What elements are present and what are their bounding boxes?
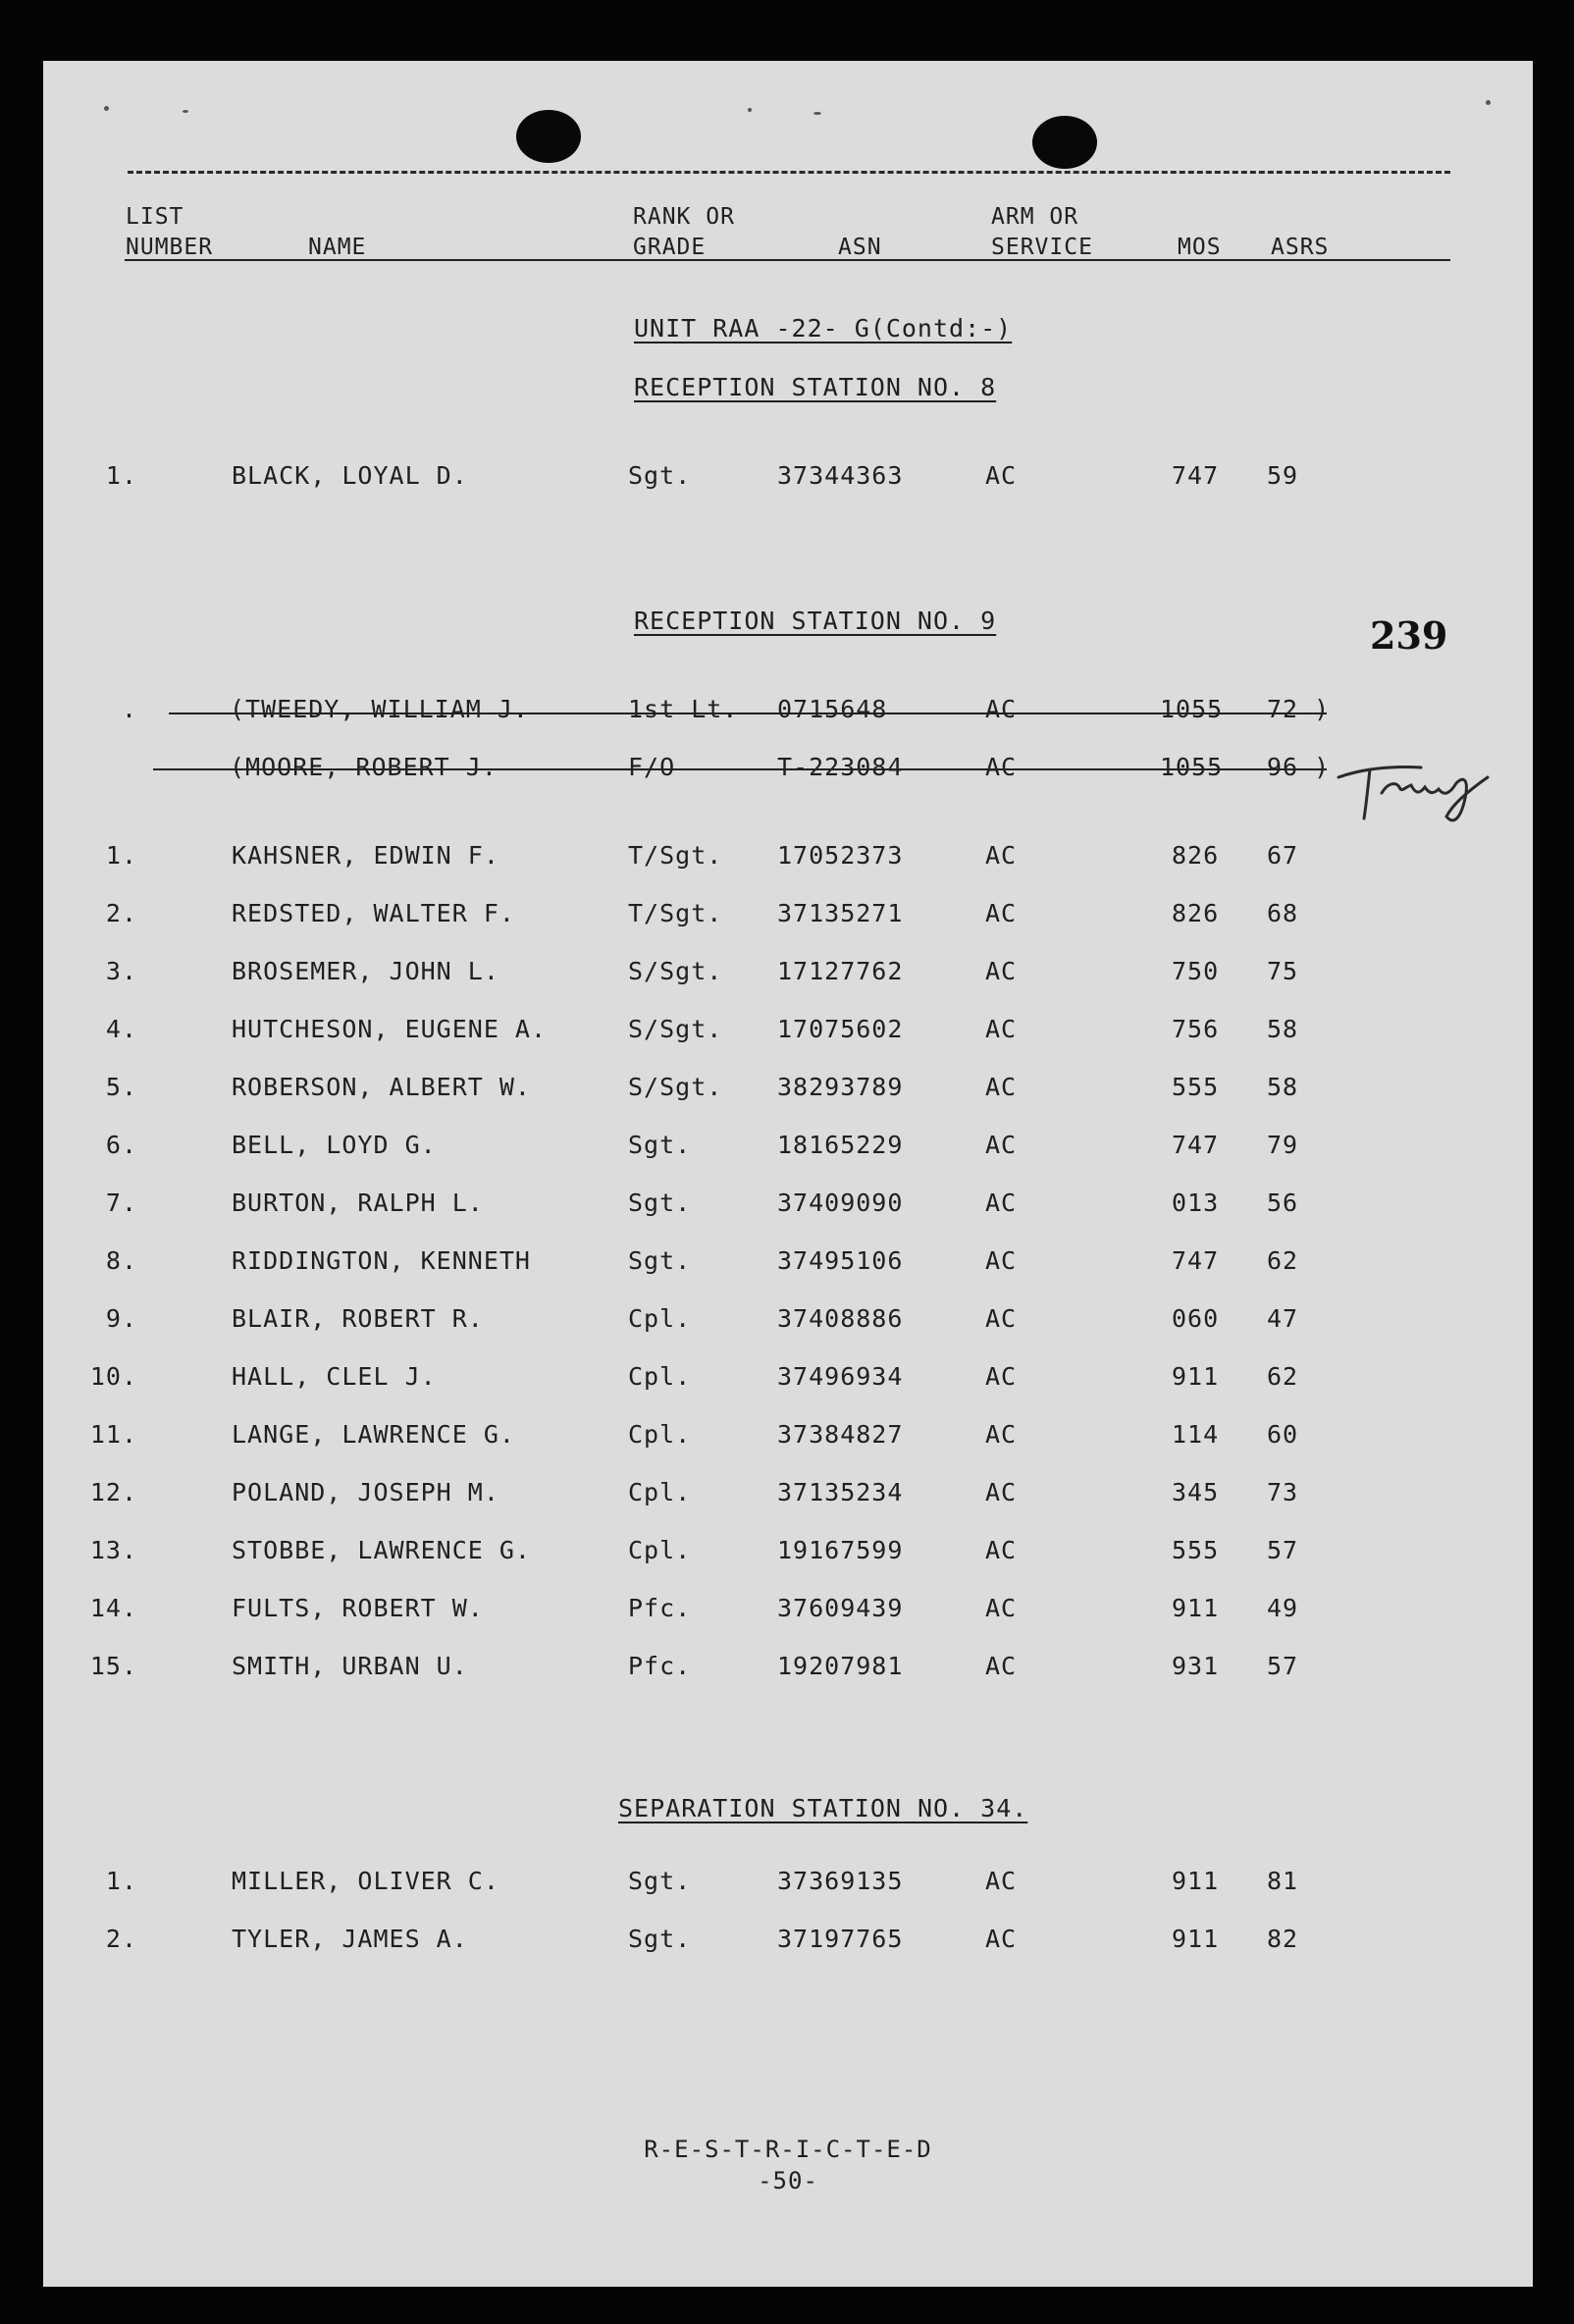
asrs: 81 [1267,1867,1299,1895]
mos: 555 [1172,1073,1220,1101]
rank: Pfc. [628,1652,692,1680]
asrs: 67 [1267,841,1299,870]
mos: 555 [1172,1536,1220,1564]
list-number: 2. [105,899,137,927]
asn: 37495106 [777,1246,904,1275]
strikethrough-line [169,713,1327,714]
list-number: 14. [89,1594,137,1622]
arm-service: AC [985,1304,1018,1333]
arm-service: AC [985,1246,1018,1275]
name: KAHSNER, EDWIN F. [232,841,499,870]
list-number: 1. [105,461,137,490]
header-asrs: ASRS [1271,235,1330,260]
asn: 37384827 [777,1420,904,1449]
table-row [43,461,1533,491]
rank: Sgt. [628,1246,692,1275]
rank: Pfc. [628,1594,692,1622]
name: HUTCHESON, EUGENE A. [232,1015,548,1043]
arm-service: AC [985,1594,1018,1622]
table-row [43,1015,1533,1044]
asn: 37344363 [777,461,904,490]
asn: 0715648 [777,695,888,723]
name: SMITH, URBAN U. [232,1652,468,1680]
name: POLAND, JOSEPH M. [232,1478,499,1506]
name: FULTS, ROBERT W. [232,1594,484,1622]
speck [183,110,188,113]
asn: 18165229 [777,1131,904,1159]
speck [813,112,821,115]
rank: 1st Lt. [628,695,739,723]
mos: 1055 [1160,753,1224,781]
table-row [43,1188,1533,1218]
footer [43,2136,1533,2194]
asn: 37369135 [777,1867,904,1895]
name: BLACK, LOYAL D. [232,461,468,490]
asn: 17052373 [777,841,904,870]
list-number: 10. [89,1362,137,1391]
rank: Cpl. [628,1362,692,1391]
name: (TWEEDY, WILLIAM J. [230,695,529,723]
table-row [43,1594,1533,1623]
asn: 37197765 [777,1925,904,1953]
page-number: -50- [758,2167,818,2194]
table-row [43,899,1533,928]
mos: 747 [1172,461,1220,490]
mos: 756 [1172,1015,1220,1043]
speck [1486,100,1491,105]
arm-service: AC [985,753,1018,781]
header-arm-service: ARM OR SERVICE [991,204,1093,260]
asrs: 56 [1267,1188,1299,1217]
rank: F/O [628,753,676,781]
name: BROSEMER, JOHN L. [232,957,499,985]
table-row [43,1246,1533,1276]
rank: T/Sgt. [628,899,723,927]
name: BELL, LOYD G. [232,1131,437,1159]
name: LANGE, LAWRENCE G. [232,1420,515,1449]
page-stamp-number: 239 [1370,613,1448,658]
list-number: 7. [105,1188,137,1217]
table-row [43,1652,1533,1681]
asrs: 57 [1267,1652,1299,1680]
mos: 826 [1172,841,1220,870]
name: MILLER, OLIVER C. [232,1867,499,1895]
rank: Cpl. [628,1420,692,1449]
list-number: 1. [105,1867,137,1895]
arm-service: AC [985,1131,1018,1159]
mos: 911 [1172,1594,1220,1622]
asrs: 68 [1267,899,1299,927]
asrs: 75 [1267,957,1299,985]
name: RIDDINGTON, KENNETH [232,1246,531,1275]
mos: 1055 [1160,695,1224,723]
asrs: 49 [1267,1594,1299,1622]
name: BLAIR, ROBERT R. [232,1304,484,1333]
rank: Cpl. [628,1478,692,1506]
asn: 37409090 [777,1188,904,1217]
name: TYLER, JAMES A. [232,1925,468,1953]
asn: 37135271 [777,899,904,927]
rank: Sgt. [628,1925,692,1953]
arm-service: AC [985,1073,1018,1101]
table-row [43,1362,1533,1392]
asrs: 62 [1267,1246,1299,1275]
unit-title: UNIT RAA -22- G(Contd:-) [634,314,1013,343]
list-number: 6. [105,1131,137,1159]
asn: 17127762 [777,957,904,985]
header-list-number: LIST NUMBER [126,204,214,260]
mos: 931 [1172,1652,1220,1680]
mos: 750 [1172,957,1220,985]
header-name: NAME [308,235,367,260]
list-number: 11. [89,1420,137,1449]
table-row [43,957,1533,986]
arm-service: AC [985,1362,1018,1391]
speck [748,108,752,112]
list-number: 4. [105,1015,137,1043]
table-row [43,841,1533,871]
mos: 747 [1172,1131,1220,1159]
asn: T-223084 [777,753,904,781]
arm-service: AC [985,1188,1018,1217]
rank: Sgt. [628,1131,692,1159]
table-row [43,1925,1533,1954]
list-number: 2. [105,1925,137,1953]
list-number: 12. [89,1478,137,1506]
restricted-label: R-E-S-T-R-I-C-T-E-D [644,2136,932,2163]
header-rank-grade: RANK OR GRADE [633,204,735,260]
list-number: 13. [89,1536,137,1564]
asrs: 60 [1267,1420,1299,1449]
arm-service: AC [985,1652,1018,1680]
asrs: 58 [1267,1073,1299,1101]
asrs: 79 [1267,1131,1299,1159]
header-mos: MOS [1178,235,1222,260]
arm-service: AC [985,957,1018,985]
section-title-separation-34: SEPARATION STATION NO. 34. [618,1794,1028,1822]
asrs: 62 [1267,1362,1299,1391]
list-number: 8. [105,1246,137,1275]
mos: 826 [1172,899,1220,927]
arm-service: AC [985,1925,1018,1953]
list-number: 5. [105,1073,137,1101]
top-dashed-rule [128,171,1450,174]
name: HALL, CLEL J. [232,1362,437,1391]
asrs: 96 ) [1267,753,1331,781]
rank: Cpl. [628,1536,692,1564]
arm-service: AC [985,461,1018,490]
asrs: 59 [1267,461,1299,490]
document-page [43,61,1533,2287]
table-row [43,1478,1533,1507]
list-number: 1. [105,841,137,870]
header-asn: ASN [838,235,882,260]
arm-service: AC [985,695,1018,723]
arm-service: AC [985,1478,1018,1506]
asrs: 72 ) [1267,695,1331,723]
mos: 345 [1172,1478,1220,1506]
mos: 911 [1172,1925,1220,1953]
rank: S/Sgt. [628,1015,723,1043]
section-title-reception-8: RECEPTION STATION NO. 8 [634,373,997,401]
arm-service: AC [985,1867,1018,1895]
punch-hole-left [516,110,581,163]
rank: Sgt. [628,461,692,490]
arm-service: AC [985,841,1018,870]
table-row [43,1867,1533,1896]
arm-service: AC [985,1015,1018,1043]
arm-service: AC [985,1420,1018,1449]
asrs: 47 [1267,1304,1299,1333]
rank: S/Sgt. [628,957,723,985]
list-number: 9. [105,1304,137,1333]
table-row [43,1536,1533,1565]
mos: 114 [1172,1420,1220,1449]
rank: Sgt. [628,1188,692,1217]
section-title-reception-9: RECEPTION STATION NO. 9 [634,607,997,635]
name: ROBERSON, ALBERT W. [232,1073,531,1101]
rank: S/Sgt. [628,1073,723,1101]
mos: 747 [1172,1246,1220,1275]
arm-service: AC [985,899,1018,927]
asn: 17075602 [777,1015,904,1043]
rank: Cpl. [628,1304,692,1333]
table-row [43,1420,1533,1450]
asn: 37135234 [777,1478,904,1506]
mos: 013 [1172,1188,1220,1217]
struck-row [43,753,1533,782]
name: STOBBE, LAWRENCE G. [232,1536,531,1564]
asrs: 82 [1267,1925,1299,1953]
header-rule [125,259,1450,261]
mos: 060 [1172,1304,1220,1333]
mos: 911 [1172,1362,1220,1391]
mos: 911 [1172,1867,1220,1895]
table-row [43,1073,1533,1102]
asn: 37496934 [777,1362,904,1391]
list-number: . [121,695,137,723]
list-number: 15. [89,1652,137,1680]
asn: 19207981 [777,1652,904,1680]
name: BURTON, RALPH L. [232,1188,484,1217]
asn: 19167599 [777,1536,904,1564]
strikethrough-line [153,768,1327,770]
table-row [43,1131,1533,1160]
struck-row [43,695,1533,724]
rank: T/Sgt. [628,841,723,870]
arm-service: AC [985,1536,1018,1564]
handwritten-trans-note [1331,748,1497,826]
rank: Sgt. [628,1867,692,1895]
asn: 38293789 [777,1073,904,1101]
asn: 37408886 [777,1304,904,1333]
asrs: 58 [1267,1015,1299,1043]
table-row [43,1304,1533,1334]
punch-hole-right [1032,116,1097,169]
name: REDSTED, WALTER F. [232,899,515,927]
list-number: 3. [105,957,137,985]
speck [104,106,109,111]
asrs: 73 [1267,1478,1299,1506]
asrs: 57 [1267,1536,1299,1564]
asn: 37609439 [777,1594,904,1622]
name: (MOORE, ROBERT J. [230,753,498,781]
